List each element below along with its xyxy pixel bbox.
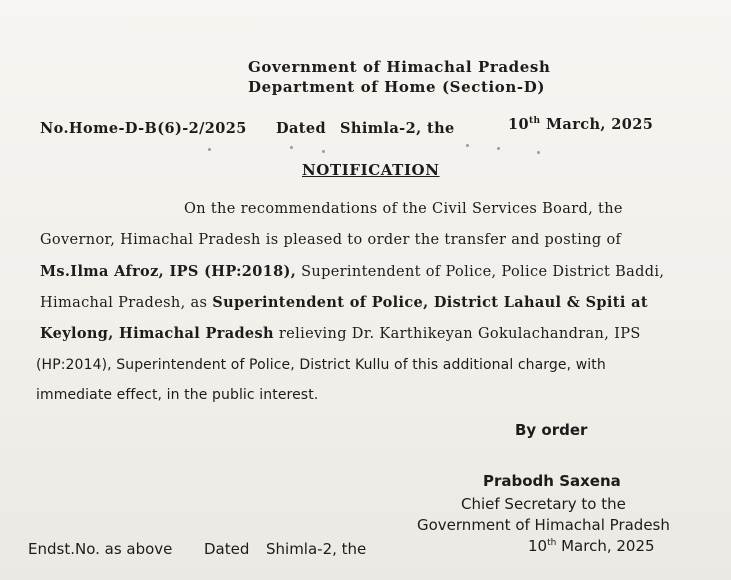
body-line-6: (HP:2014), Superintendent of Police, District Kullu of this additional charge, with bbox=[36, 357, 606, 373]
body-line-5 bbox=[40, 325, 641, 342]
notification-title: NOTIFICATION bbox=[302, 161, 440, 179]
body-line-3-rest: Superintendent of Police, Police District Baddi, bbox=[296, 264, 665, 280]
scan-speck bbox=[537, 151, 540, 154]
body-line-7: immediate effect, in the public interest. bbox=[36, 387, 319, 403]
signatory-date bbox=[528, 537, 655, 555]
body-line-5-rest: relieving Dr. Karthikeyan Gokulachandran, IPS bbox=[273, 326, 641, 342]
scan-speck bbox=[322, 150, 325, 153]
new-posting: Superintendent of Police, District Lahaul & Spiti at bbox=[212, 294, 648, 311]
signatory-date-day: 10 bbox=[528, 537, 548, 555]
signatory-date-month-year: March, 2025 bbox=[561, 537, 655, 555]
scan-speck bbox=[208, 148, 211, 151]
body-line-4-plain: Himachal Pradesh, as bbox=[40, 295, 213, 311]
scan-speck bbox=[497, 147, 500, 150]
reference-number: No.Home-D-B(6)-2/2025 bbox=[40, 120, 247, 137]
reference-date-day: 10 bbox=[508, 116, 529, 133]
reference-date-month-year: March, 2025 bbox=[545, 116, 654, 133]
header-department: Department of Home (Section-D) bbox=[248, 78, 546, 96]
header-government: Government of Himachal Pradesh bbox=[248, 58, 551, 76]
signatory-designation: Chief Secretary to the bbox=[461, 495, 626, 513]
signatory-name: Prabodh Saxena bbox=[483, 472, 621, 490]
signatory-government: Government of Himachal Pradesh bbox=[417, 516, 670, 534]
signatory-date-suffix: th bbox=[547, 538, 557, 548]
reference-date bbox=[508, 116, 653, 133]
scan-speck bbox=[290, 146, 293, 149]
reference-date-suffix: th bbox=[528, 116, 541, 127]
body-line-2: Governor, Himachal Pradesh is pleased to order the transfer and posting of bbox=[40, 232, 622, 248]
scan-speck bbox=[466, 144, 469, 147]
by-order: By order bbox=[515, 421, 588, 439]
new-posting-location: Keylong, Himachal Pradesh bbox=[40, 325, 274, 342]
body-line-1: On the recommendations of the Civil Services Board, the bbox=[184, 201, 623, 217]
endorsement-dated-label: Dated bbox=[204, 540, 250, 558]
body-line-3 bbox=[40, 263, 664, 280]
endorsement-number: Endst.No. as above bbox=[28, 540, 173, 558]
officer-name: Ms.Ilma Afroz, IPS (HP:2018), bbox=[40, 263, 297, 280]
body-line-4 bbox=[40, 294, 648, 311]
reference-dated-label: Dated bbox=[276, 120, 327, 137]
endorsement-place: Shimla-2, the bbox=[266, 540, 367, 558]
reference-place: Shimla-2, the bbox=[340, 120, 455, 137]
